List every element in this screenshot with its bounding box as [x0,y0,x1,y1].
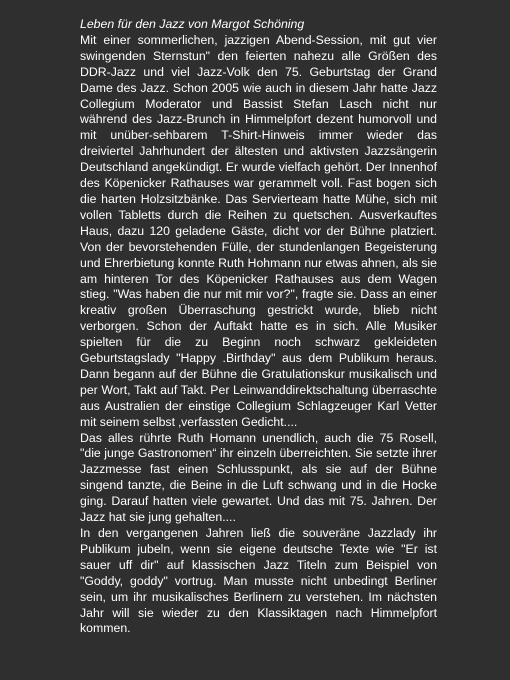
article-paragraph: In den vergangenen Jahren ließ die souveräne Jazzlady ihr Publikum jubeln, wenn sie eigene deutsche Texte wie "Er ist sauer uff dir" auf klassischen Jazz Titeln zum Beispiel von "Goddy, goddy" vortrug. Man musste nicht unbedingt Berliner sein, um ihr musikalisches Berlinern zu verstehen. Im nächsten Jahr will sie wieder zu den Klassiktagen nach Himmelpfort kommen. [80,526,437,636]
article [80,17,437,637]
article-paragraph: Mit einer sommerlichen, jazzigen Abend-Session, mit gut vier swingenden Sternstun" den feierten nahezu alle Größen des DDR-Jazz und viel Jazz-Volk den 75. Geburtstag der Grand Dame des Jazz. Schon 2005 wie auch in diesem Jahr hatte Jazz Collegium Moderator und Bassist Stefan Lasch nicht nur während des Jazz-Brunch in Himmelpfort dezent humorvoll und mit unüber-sehbarem T-Shirt-Hinweis immer wieder das dreiviertel Jahrhundert der ältesten und aktivsten Jazzsängerin Deutschland angekündigt. Er wurde vielfach gehört. Der Innenhof des Köpenicker Rathauses war gerammelt voll. Fast bogen sich die harten Holzsitzbänke. Das Servierteam hatte Mühe, sich mit vollen Tabletts durch die Reihen zu quetschen. Ausverkauftes Haus, dazu 120 geladene Gäste, dicht vor der Bühne platziert. Von der bevorstehenden Fülle, der stundenlangen Begeisterung und Ehrerbietung konnte Ruth Hohmann nur etwas ahnen, als sie am hinteren Tor des Köpenicker Rathauses aus dem Wagen stieg. "Was haben die nur mit mir vor?", fragte sie. Dass an einer kreativ großen Überraschung gestrickt wurde, blieb nicht verborgen. Schon der Auftakt hatte es in sich. Alle Musiker spielten für die zu Beginn noch schwarz gekleideten Geburtstagslady "Happy .Birthday" aus dem Publikum heraus. Dann begann auf der Bühne die Gratulationskur musikalisch und per Wort, Takt auf Takt. Per Leinwanddirektschaltung überraschte aus Australien der einstige Collegium Schlagzeuger Karl Vetter mit seinem selbst ‚verfassten Gedicht.... [80,32,437,429]
article-title: Leben für den Jazz von Margot Schöning [80,17,305,31]
article-paragraph: Das alles rührte Ruth Homann unendlich, auch die 75 Rosell, "die junge Gastronomen“ ihr einzeln überreichten. Sie setzte ihrer Jazzmesse fast einen Schlusspunkt, als sie auf der Bühne singend tanzte, die Beine in die Luft schwang und in die Hocke ging. Darauf hatten viele gewartet. Und das mit 75. Jahren. Der Jazz hat sie jung gehalten.... [80,430,437,525]
